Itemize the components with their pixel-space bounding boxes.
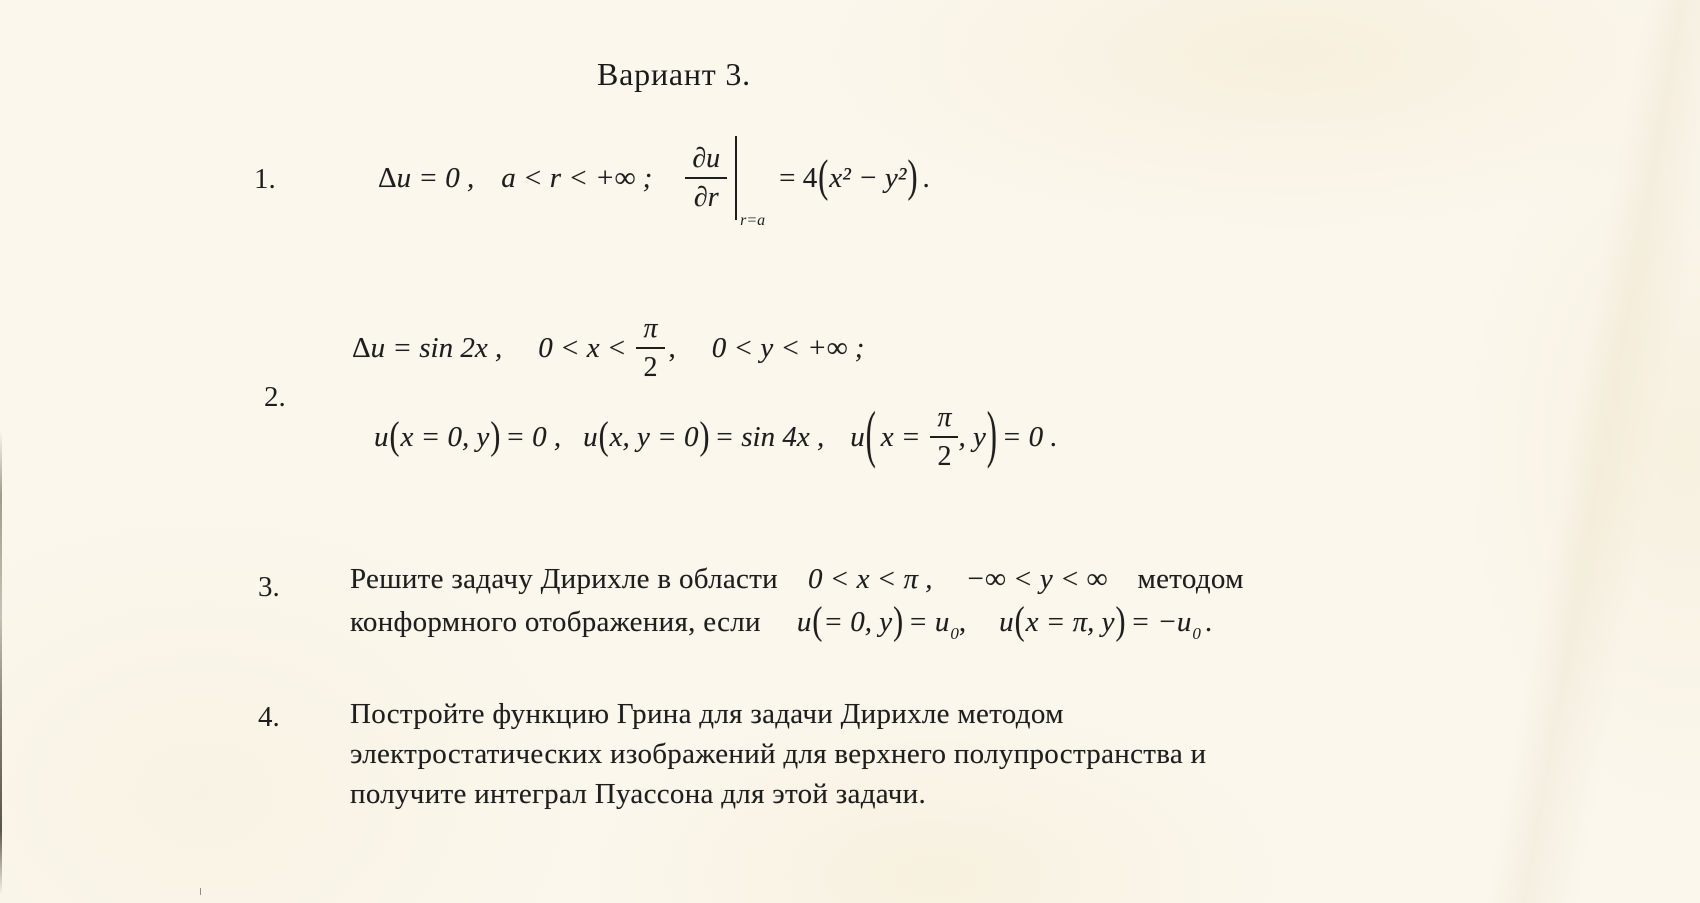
math-fragment: 0 < x < π , <box>808 563 933 595</box>
math-fragment: u <box>999 606 1014 638</box>
math-fragment: , y <box>958 420 986 453</box>
boundary-condition-2 <box>999 599 1213 643</box>
math-fragment: = u <box>908 606 950 638</box>
problem-2-boundary-line <box>374 392 1058 482</box>
left-paren: ( <box>598 414 609 458</box>
variant-title: Вариант 3. <box>597 56 751 92</box>
derivative-fraction <box>685 143 727 213</box>
pi-over-2-fraction <box>636 313 664 383</box>
math-fragment: u = 0 , <box>396 161 475 194</box>
boundary-condition-2 <box>583 414 825 458</box>
problem-3-number: 3. <box>258 571 280 603</box>
math-fragment: a < r < +∞ ; <box>501 161 653 194</box>
right-paren: ) <box>1115 599 1126 643</box>
math-fragment: = sin 4x , <box>714 420 825 453</box>
math-fragment: x, y = 0 <box>609 420 699 453</box>
math-fragment: x = π, y <box>1025 606 1115 638</box>
right-paren: ) <box>490 414 501 458</box>
laplacian-symbol: Δ <box>352 331 371 364</box>
problem-text-line: электростатических изображений для верхнего полупространства и <box>350 738 1207 770</box>
math-fragment: u <box>374 420 389 453</box>
problem-3-line-2 <box>350 599 1213 648</box>
problem-text: конформного отображения, если <box>350 606 761 638</box>
left-paren: ( <box>389 414 400 458</box>
problem-1-formula <box>378 132 930 229</box>
right-paren: ) <box>893 599 904 643</box>
scan-speck <box>200 888 201 895</box>
problem-4-text <box>350 694 1206 814</box>
math-fragment: x = <box>880 420 921 453</box>
math-fragment: = 0, y <box>823 606 893 638</box>
fraction-denominator: ∂r <box>693 182 719 213</box>
math-fragment: = 0 , <box>505 420 562 453</box>
problem-2-equation-line <box>352 302 864 394</box>
fraction-numerator: π <box>636 313 664 349</box>
math-fragment: , <box>668 331 676 364</box>
math-fragment: u = sin 2x , <box>370 331 503 364</box>
boundary-condition-3 <box>850 402 1057 472</box>
right-paren: ) <box>986 400 997 470</box>
problem-text: Решите задачу Дирихле в области <box>350 563 778 595</box>
problem-text-line: Постройте функцию Грина для задачи Дирихле методом <box>350 698 1064 730</box>
fraction-numerator: π <box>930 402 958 438</box>
math-fragment: u <box>583 420 598 453</box>
scan-edge-artifact <box>0 430 2 895</box>
boundary-condition-1 <box>374 414 562 458</box>
problem-3-line-1 <box>350 563 1244 606</box>
math-fragment: −∞ < y < ∞ <box>965 563 1108 595</box>
left-paren: ( <box>865 400 876 470</box>
math-fragment: u <box>796 606 812 638</box>
fraction-numerator: ∂u <box>685 143 727 179</box>
math-fragment: 0 < y < +∞ ; <box>711 331 865 364</box>
boundary-condition-1 <box>796 599 967 643</box>
math-fragment: x = 0, y <box>400 420 490 453</box>
subscript: 0 <box>1192 624 1201 643</box>
pi-over-2-fraction <box>930 402 958 472</box>
fraction-denominator: 2 <box>937 441 952 472</box>
evaluation-bar <box>735 136 766 229</box>
left-paren: ( <box>818 152 829 202</box>
problem-text: методом <box>1137 563 1244 595</box>
problem-1-number: 1. <box>254 163 276 195</box>
right-paren: ) <box>699 414 710 458</box>
left-paren: ( <box>1014 599 1025 643</box>
math-fragment: x² − y² <box>829 161 907 194</box>
math-fragment: . <box>922 161 930 194</box>
math-fragment: = −u <box>1130 606 1192 638</box>
math-fragment: , <box>958 606 967 638</box>
fraction-denominator: 2 <box>643 352 658 383</box>
evaluation-subscript: r=a <box>740 212 766 229</box>
right-paren: ) <box>907 152 918 202</box>
left-paren: ( <box>812 599 823 643</box>
subscript: 0 <box>950 624 959 643</box>
evaluated-derivative <box>685 136 766 229</box>
math-fragment: = 0 . <box>1001 420 1058 453</box>
math-fragment: . <box>1204 606 1213 638</box>
problem-text-line: получите интеграл Пуассона для этой задачи. <box>350 778 927 810</box>
math-fragment: = 4 <box>779 161 818 194</box>
problem-2-number: 2. <box>264 381 286 413</box>
problem-4-number: 4. <box>258 701 280 733</box>
math-fragment: 0 < x < <box>538 331 627 364</box>
math-fragment: u <box>850 420 865 453</box>
laplacian-symbol: Δ <box>378 161 397 194</box>
